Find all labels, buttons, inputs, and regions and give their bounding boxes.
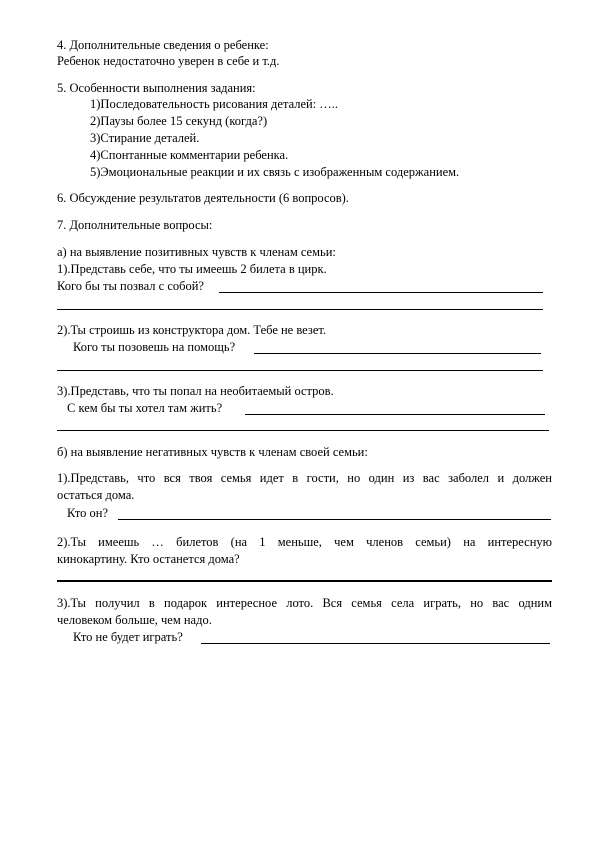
positive-q1-line1: 1).Представь себе, что ты имеешь 2 билета в цирк. [57, 262, 327, 276]
positive-q2-line1: 2).Ты строишь из конструктора дом. Тебе не везет. [57, 323, 327, 337]
answer-line [254, 353, 541, 354]
negative-q2-line2: кинокартину. Кто останется дома? [57, 552, 240, 566]
answer-line [219, 292, 543, 293]
section-5-item: 4)Спонтанные комментарии ребенка. [90, 148, 289, 162]
negative-heading: б) на выявление негативных чувств к членам своей семьи: [57, 445, 368, 459]
section-5-heading: 5. Особенности выполнения задания: [57, 81, 256, 95]
section-4-text: Ребенок недостаточно уверен в себе и т.д. [57, 54, 280, 68]
section-5-item: 2)Паузы более 15 секунд (когда?) [90, 114, 268, 128]
answer-line [245, 414, 545, 415]
positive-q1-line2: Кого бы ты позвал с собой? [57, 279, 204, 293]
answer-line [118, 519, 551, 520]
positive-q3-line2: С кем бы ты хотел там жить? [67, 401, 223, 415]
positive-heading: а) на выявление позитивных чувств к членам семьи: [57, 245, 336, 259]
negative-q3-line2: человеком больше, чем надо. [57, 613, 212, 627]
negative-q2-line1: 2).Ты имеешь … билетов (на 1 меньше, чем членов семьи) на интересную [57, 535, 552, 549]
answer-line [201, 643, 550, 644]
answer-line [57, 370, 543, 371]
section-5-item: 3)Стирание деталей. [90, 131, 200, 145]
positive-q3-line1: 3).Представь, что ты попал на необитаемый остров. [57, 384, 334, 398]
negative-q3-line3: Кто не будет играть? [73, 630, 183, 644]
answer-line-thick [57, 580, 552, 582]
answer-line [57, 309, 543, 310]
answer-line [57, 430, 549, 431]
positive-q2-line2: Кого ты позовешь на помощь? [73, 340, 236, 354]
section-5-item: 5)Эмоциональные реакции и их связь с изображенным содержанием. [90, 165, 460, 179]
negative-q1-line3: Кто он? [67, 506, 109, 520]
section-5-item: 1)Последовательность рисования деталей: ….. [90, 97, 339, 111]
section-7-heading: 7. Дополнительные вопросы: [57, 218, 213, 232]
section-4-heading: 4. Дополнительные сведения о ребенке: [57, 38, 269, 52]
section-6-heading: 6. Обсуждение результатов деятельности (6 вопросов). [57, 191, 349, 205]
negative-q1-line1: 1).Представь, что вся твоя семья идет в гости, но один из вас заболел и должен [57, 471, 552, 485]
negative-q3-line1: 3).Ты получил в подарок интересное лото. Вся семья села играть, но вас одним [57, 596, 552, 610]
negative-q1-line2: остаться дома. [57, 488, 135, 502]
